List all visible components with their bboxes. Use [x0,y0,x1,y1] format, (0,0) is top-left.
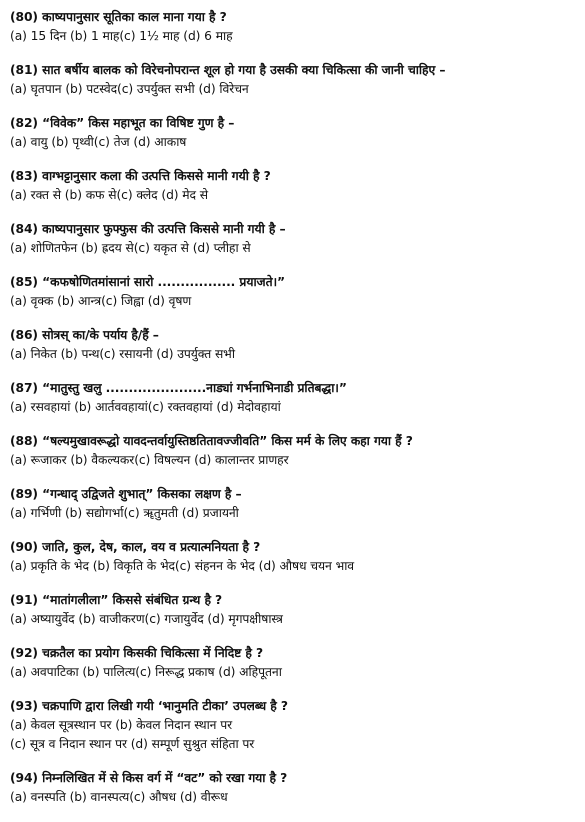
question-block [10,538,580,576]
question-text: (94) निम्नलिखित में से किस वर्ग में “वट” को रखा गया है ? [10,771,288,786]
question-text: (88) “षल्यमुखावरूद्धो यावदन्तर्वायुस्तिष्ठतितावज्जीवति” किस मर्म के लिए कहा गया हैं ? [10,434,413,448]
options-line: (a) वनस्पति (b) वानस्पत्य(c) औषध (d) वीरूध [10,790,228,805]
question-text: (89) “गन्धाद् उद्विजते शुभात्” किसका लक्षण है – [10,487,242,501]
question-block [10,591,580,629]
options-line: (a) वायु (b) पृथ्वी(c) तेज (d) आकाष [10,135,187,150]
question-text: (93) चक्रपाणि द्वारा लिखी गयी ‘भानुमति टीका’ उपलब्ध है ? [10,699,288,713]
question-block [10,432,580,470]
question-block [10,379,580,417]
question-text: (80) काष्यपानुसार सूतिका काल माना गया है ? [10,10,227,24]
question-list [10,8,580,822]
options-line: (a) शोणितफेन (b) ह्रदय से(c) यकृत से (d) प्लीहा से [10,241,251,256]
question-text: (81) सात बर्षीय बालक को विरेचनोपरान्त शूल हो गया है उसकी क्या चिकित्सा की जानी चाहिए – [10,63,446,77]
options-line: (a) वृक्क (b) आन्त्र(c) जिह्वा (d) वृषण [10,294,192,309]
question-text: (84) काष्यपानुसार फुफ्फुस की उत्पत्ति किससे मानी गयी है – [10,222,286,236]
question-text: (91) “मातांगलीला” किससे संबंधित ग्रन्थ है ? [10,593,223,607]
options-line: (a) रक्त से (b) कफ से(c) क्लेद (d) मेद से [10,188,209,203]
question-block [10,167,580,205]
options-line: (c) सूत्र व निदान स्थान पर (d) सम्पूर्ण सुश्रुत संहिता पर [10,737,255,752]
options-line: (a) केवल सूत्रस्थान पर (b) केवल निदान स्थान पर [10,718,233,733]
question-text: (87) “मातुस्तु खलु ......................नाड्यां गर्भनाभिनाडी प्रतिबद्धा।” [10,381,347,395]
question-block [10,273,580,311]
options-line: (a) रसवहायां (b) आर्तववहायां(c) रक्तवहायां (d) मेदोवहायां [10,400,281,415]
options-line: (a) प्रकृति के भेद (b) विकृति के भेद(c) संहनन के भेद (d) औषध चयन भाव [10,559,355,574]
question-text: (83) वाग्भट्टानुसार कला की उत्पत्ति किससे मानी गयी है ? [10,169,271,183]
question-block [10,220,580,258]
options-line: (a) अष्यायुर्वेद (b) वाजीकरण(c) गजायुर्वेद (d) मृगपक्षीषास्त्र [10,612,283,627]
options-line: (a) घृतपान (b) पटस्वेद(c) उपर्युक्त सभी (d) विरेचन [10,82,249,97]
question-text: (90) जाति, कुल, देष, काल, वय व प्रत्यात्मनियता है ? [10,540,261,554]
options-line: (a) निकेत (b) पन्थ(c) रसायनी (d) उपर्युक्त सभी [10,347,235,362]
question-text: (86) सोत्रस् का/के पर्याय है/हैं – [10,328,159,342]
question-text: (82) “विवेक” किस महाभूत का विषिष्ट गुण है – [10,116,235,130]
options-line: (a) रूजाकर (b) वैकल्यकर(c) विषल्यन (d) कालान्तर प्राणहर [10,453,289,468]
question-text: (92) चक्रतैल का प्रयोग किसकी चिकित्सा में निदिष्ट है ? [10,646,264,660]
question-block [10,485,580,523]
question-block [10,326,580,364]
question-block [10,644,580,682]
options-line: (a) गर्भिणी (b) सद्योगर्भा(c) ॠतुमती (d) प्रजायनी [10,506,239,521]
question-block [10,61,580,99]
question-block [10,697,580,755]
question-block [10,769,580,807]
question-block [10,114,580,152]
options-line: (a) अवपाटिका (b) पालित्य(c) निरूद्ध प्रकाष (d) अहिपूतना [10,665,282,680]
question-block [10,8,580,46]
options-line: (a) 15 दिन (b) 1 माह(c) 1½ माह (d) 6 माह [10,29,233,44]
question-text: (85) “कफषोणितमांसानां सारो ................. प्रयाजते।” [10,275,286,289]
